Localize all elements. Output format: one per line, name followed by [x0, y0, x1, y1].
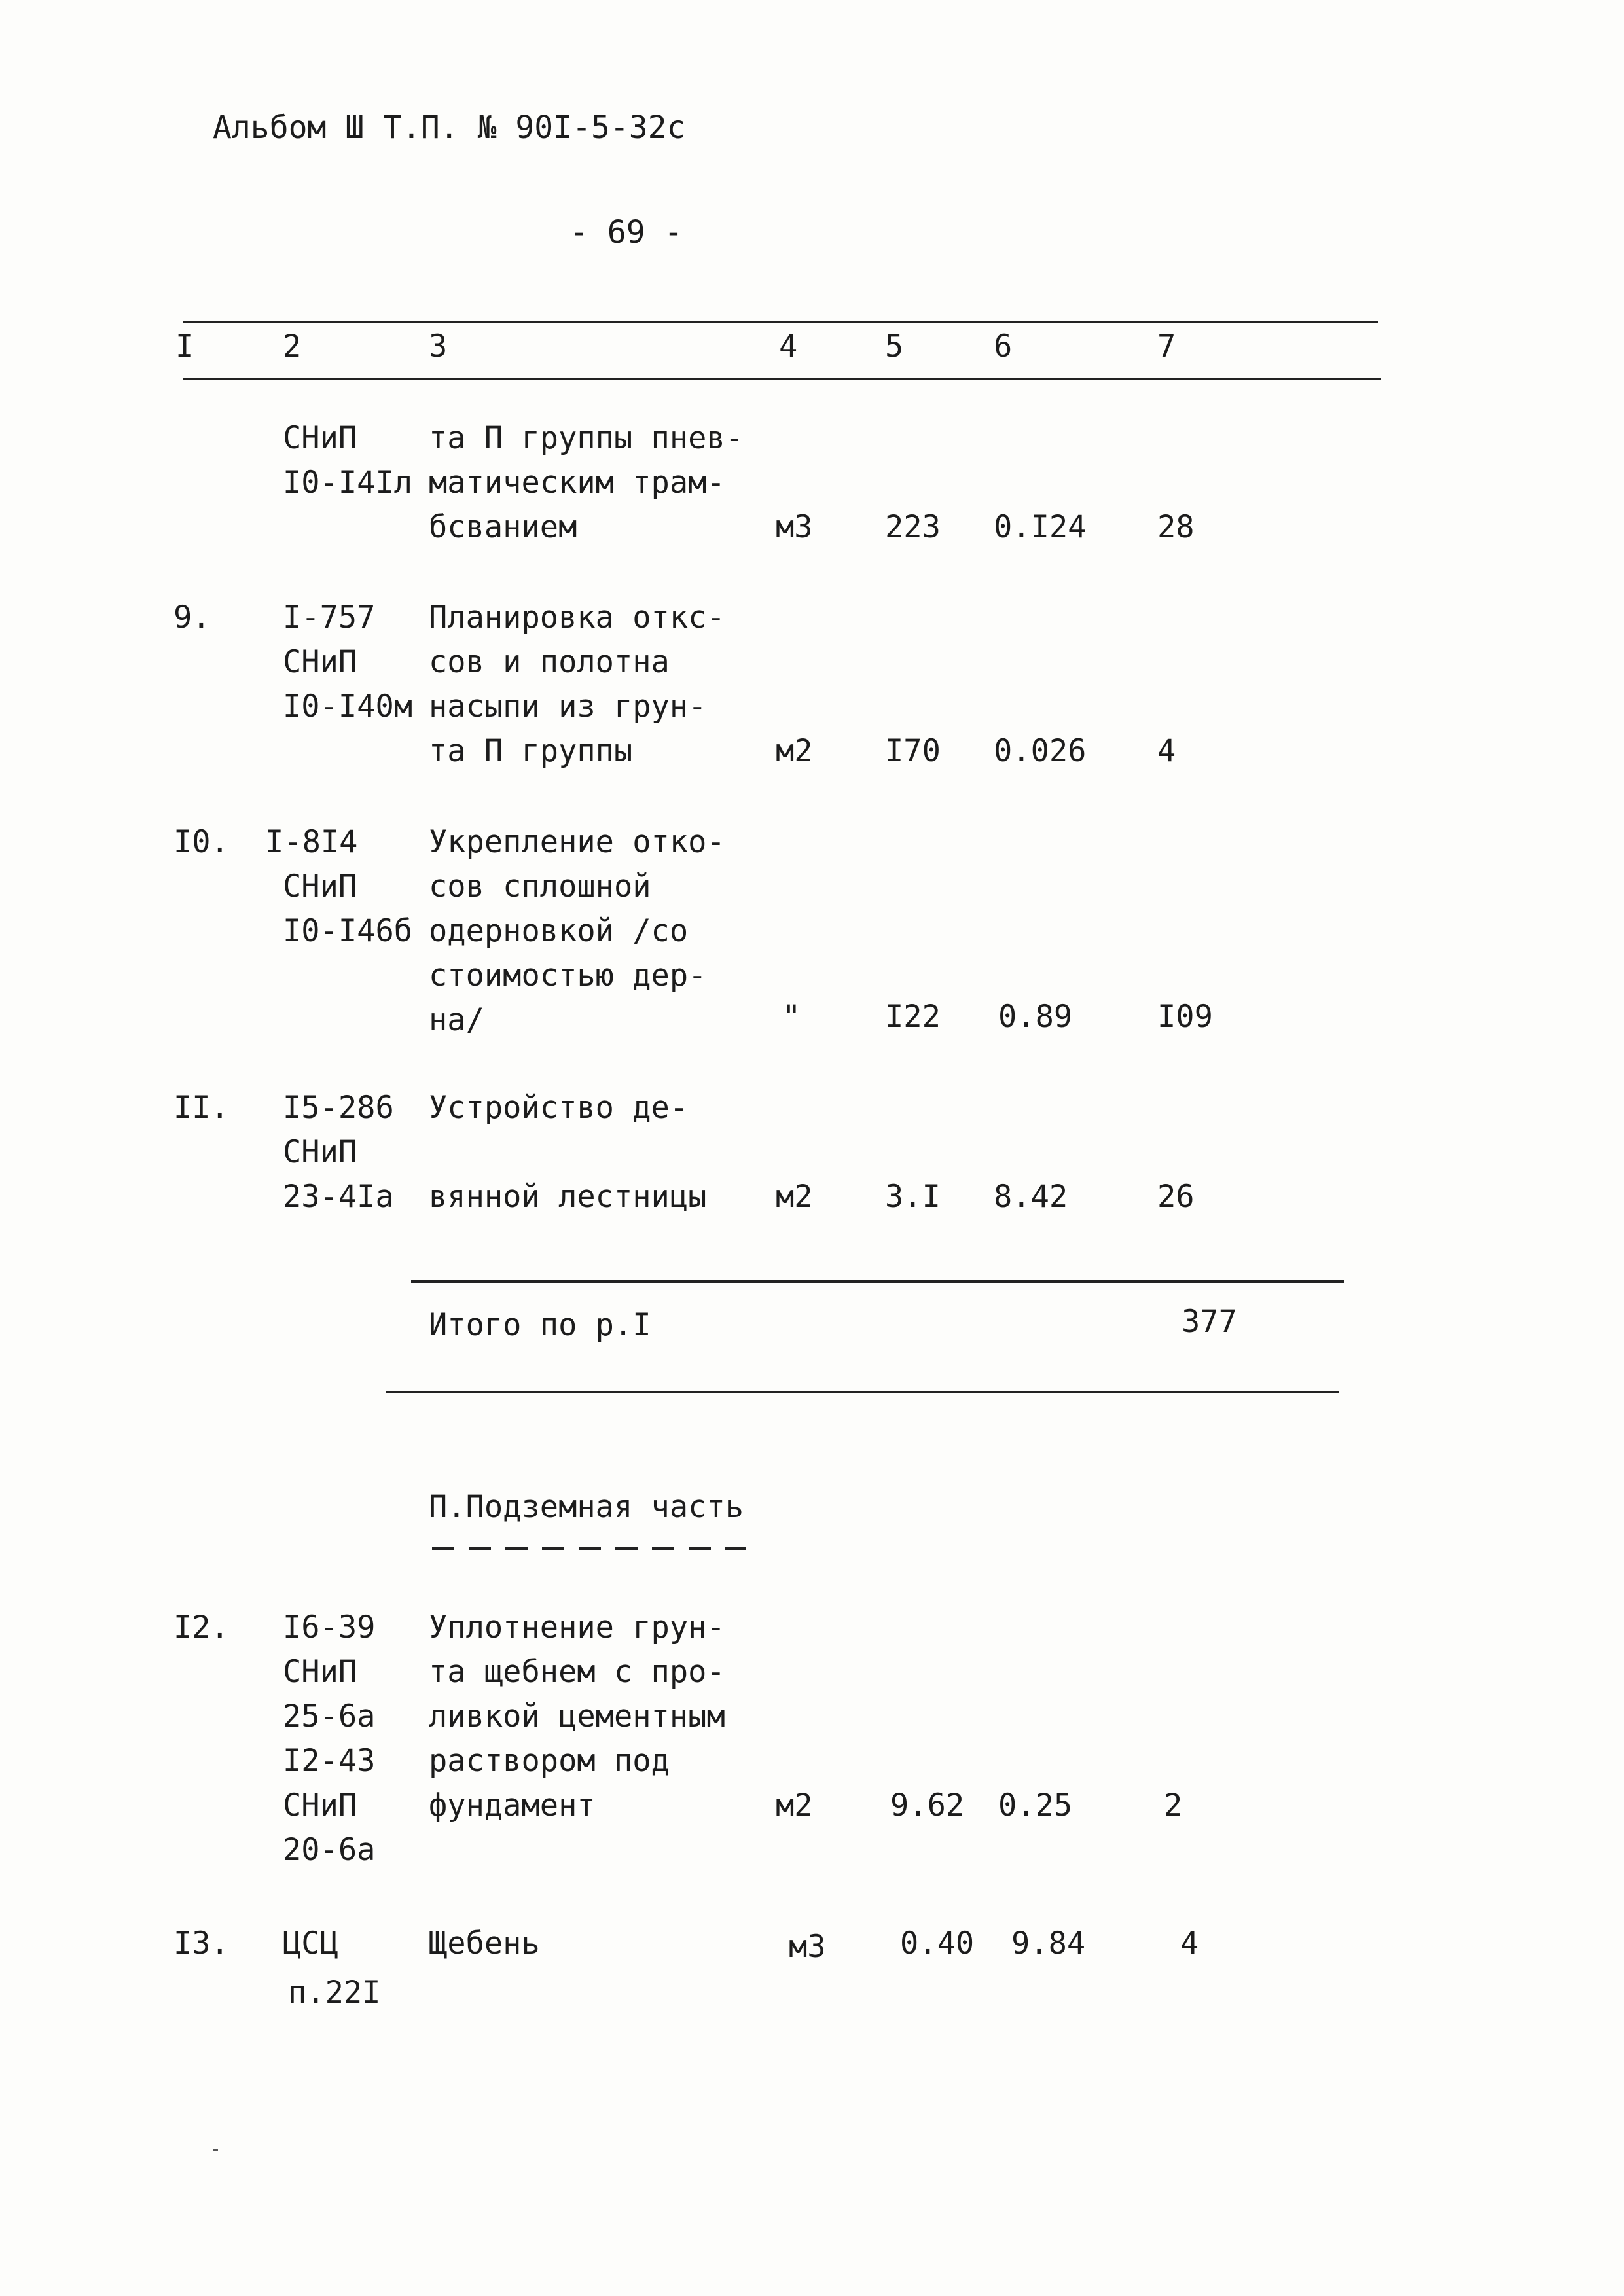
row-unit: м3 [776, 509, 813, 545]
row-code-line: СНиП [283, 869, 357, 905]
row-number: I2. [173, 1609, 229, 1645]
row-number: II. [173, 1090, 229, 1126]
row-code-line: СНиП [283, 1787, 357, 1823]
row-desc-line: та щебнем с про- [429, 1654, 725, 1690]
col-header-4: 4 [779, 329, 798, 365]
page-number: - 69 - [569, 214, 683, 251]
row-code-line: СНиП [283, 420, 357, 456]
row-total: 4 [1157, 733, 1176, 769]
row-qty: 223 [885, 509, 941, 545]
row-unit-ditto: " [782, 999, 801, 1035]
album-reference: Альбом Ш Т.П. № 90I-5-32с [213, 109, 686, 146]
row-code-line: I0-I40м [283, 689, 413, 725]
row-desc-line: насыпи из грун- [429, 689, 707, 725]
header-rule-bottom [183, 378, 1381, 380]
row-qty: I70 [885, 733, 941, 769]
row-qty: 0.40 [900, 1926, 975, 1962]
row-unit: м2 [776, 1787, 813, 1823]
row-desc-line: бсванием [429, 509, 577, 545]
row-total: I09 [1157, 999, 1213, 1035]
row-desc-line: на/ [429, 1002, 484, 1038]
row-qty: 3.I [885, 1179, 941, 1215]
row-code-line: 23-4Iа [283, 1179, 394, 1215]
row-total: 28 [1157, 509, 1195, 545]
row-qty: I22 [885, 999, 941, 1035]
row-desc-line: фундамент [429, 1787, 596, 1823]
row-code-line: СНиП [283, 1654, 357, 1690]
row-code-line: I0-I4Iл [283, 465, 413, 501]
row-price: 8.42 [994, 1179, 1068, 1215]
row-code-line: I0-I46б [283, 913, 413, 949]
col-header-2: 2 [283, 329, 302, 365]
row-total: 2 [1164, 1787, 1183, 1823]
col-header-5: 5 [885, 329, 904, 365]
subtotal-rule-top [411, 1280, 1344, 1283]
row-code-line: I2-43 [283, 1743, 376, 1779]
row-price: 0.89 [998, 999, 1073, 1035]
row-code-line: СНиП [283, 644, 357, 680]
row-desc-line: Уплотнение грун- [429, 1609, 725, 1645]
subtotal-label: Итого по р.I [429, 1307, 651, 1343]
row-unit: м3 [789, 1929, 826, 1965]
row-desc-line: сов сплошной [429, 869, 651, 905]
row-desc-line: та П группы пнев- [429, 420, 744, 456]
row-code-line: I-757 [283, 600, 376, 636]
col-header-3: 3 [429, 329, 448, 365]
row-desc-line: сов и полотна [429, 644, 670, 680]
row-number: 9. [173, 600, 211, 636]
row-price: 0.25 [998, 1787, 1073, 1823]
row-desc-line: та П группы [429, 733, 633, 769]
scan-speck [213, 2149, 218, 2151]
row-desc-line: Планировка откс- [429, 600, 725, 636]
row-code-line: ЦСЦ [283, 1926, 338, 1962]
row-code-line: 20-6а [283, 1832, 376, 1868]
row-code-line: СНиП [283, 1134, 357, 1170]
row-desc-line: вянной лестницы [429, 1179, 707, 1215]
row-code-line: I6-39 [283, 1609, 376, 1645]
row-desc-line: ливкой цементным [429, 1698, 725, 1734]
col-header-7: 7 [1157, 329, 1176, 365]
row-unit: м2 [776, 1179, 813, 1215]
row-price: 0.I24 [994, 509, 1087, 545]
row-desc-line: Устройство де- [429, 1090, 689, 1126]
header-rule-top [183, 321, 1378, 323]
row-code-line: п.22I [288, 1975, 381, 2011]
subtotal-rule-bottom [386, 1391, 1339, 1393]
row-code-line: I5-286 [283, 1090, 394, 1126]
section-title: П.Подземная часть [429, 1489, 744, 1525]
row-desc-line: раствором под [429, 1743, 670, 1779]
subtotal-value: 377 [1182, 1304, 1237, 1340]
row-code-line: I-8I4 [265, 824, 358, 860]
row-desc-line: Щебень [429, 1926, 540, 1962]
row-total: 26 [1157, 1179, 1195, 1215]
row-number: I3. [173, 1926, 229, 1962]
row-total: 4 [1180, 1926, 1199, 1962]
col-header-1: I [175, 329, 194, 365]
row-qty: 9.62 [890, 1787, 965, 1823]
row-price: 0.026 [994, 733, 1087, 769]
row-desc-line: одерновкой /со [429, 913, 689, 949]
row-unit: м2 [776, 733, 813, 769]
row-desc-line: стоимостью дер- [429, 958, 707, 994]
row-code-line: 25-6а [283, 1698, 376, 1734]
row-desc-line: Укрепление отко- [429, 824, 725, 860]
section-title-underline [432, 1547, 746, 1550]
col-header-6: 6 [994, 329, 1013, 365]
row-number: I0. [173, 824, 229, 860]
row-desc-line: матическим трам- [429, 465, 725, 501]
row-price: 9.84 [1011, 1926, 1086, 1962]
